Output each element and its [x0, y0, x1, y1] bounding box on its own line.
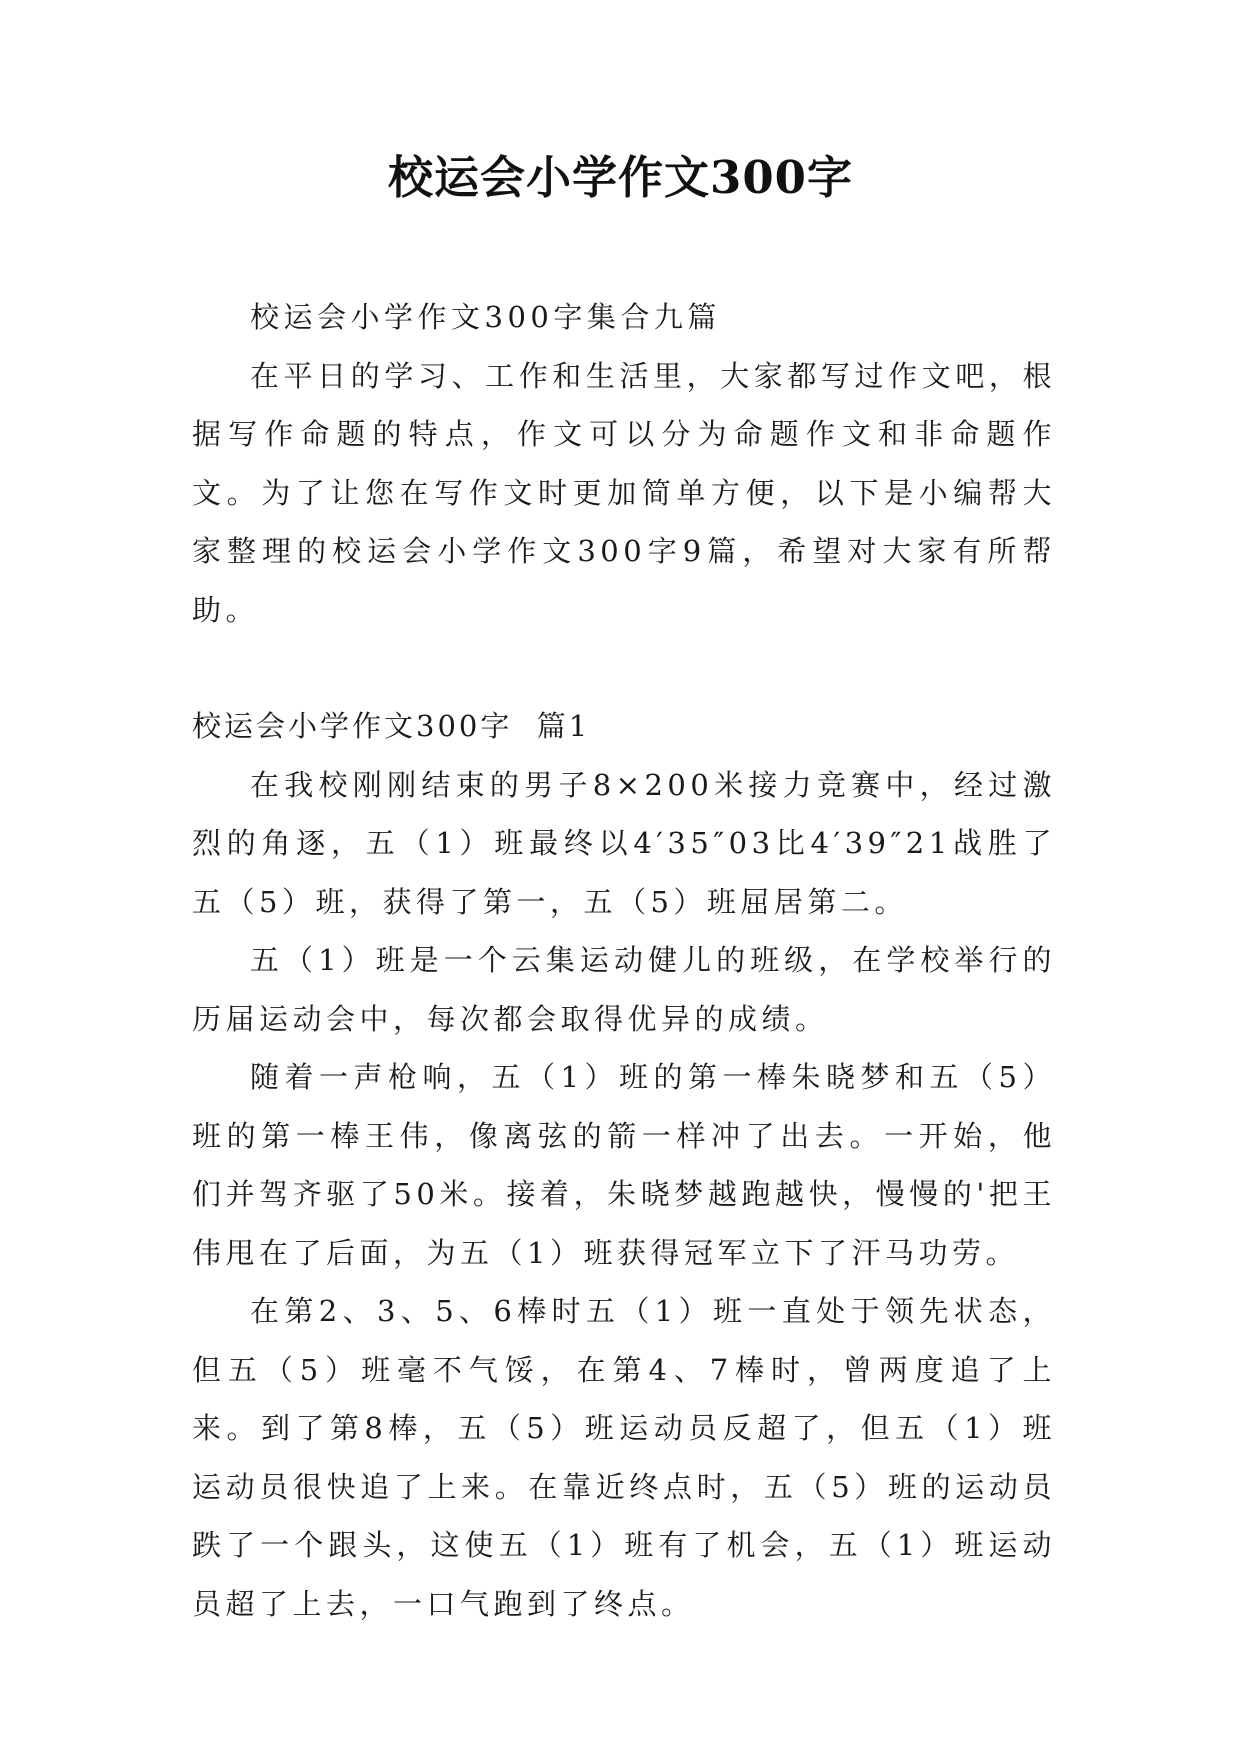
intro-paragraph: 在平日的学习、工作和生活里，大家都写过作文吧，根据写作命题的特点，作文可以分为命题作文和非命题作文。为了让您在写作文时更加简单方便，以下是小编帮大家整理的校运会小学作文300字9篇，希望对大家有所帮助。: [192, 358, 1056, 627]
section-heading: 校运会小学作文300字 篇1: [192, 709, 591, 743]
document-body: [192, 288, 1056, 1633]
body-paragraph: 在第2、3、5、6棒时五（1）班一直处于领先状态，但五（5）班毫不气馁，在第4、7棒时，曾两度追了上来。到了第8棒，五（5）班运动员反超了，但五（1）班运动员很快追了上来。在靠近终点时，五（5）班的运动员跌了一个跟头，这使五（1）班有了机会，五（1）班运动员超了上去，一口气跑到了终点。: [192, 1294, 1056, 1621]
body-paragraph: 在我校刚刚结束的男子8×200米接力竞赛中，经过激烈的角逐，五（1）班最终以4′35″03比4′39″21战胜了五（5）班，获得了第一，五（5）班屈居第二。: [192, 767, 1056, 919]
body-paragraph: 随着一声枪响，五（1）班的第一棒朱晓梦和五（5）班的第一棒王伟，像离弦的箭一样冲了出去。一开始，他们并驾齐驱了50米。接着，朱晓梦越跑越快，慢慢的'把王伟甩在了后面，为五（1）班获得冠军立下了汗马功劳。: [192, 1060, 1056, 1270]
body-paragraph: 五（1）班是一个云集运动健儿的班级，在学校举行的历届运动会中，每次都会取得优异的成绩。: [192, 943, 1056, 1036]
document-title: 校运会小学作文300字: [388, 151, 853, 204]
document-subtitle: 校运会小学作文300字集合九篇: [250, 300, 721, 334]
